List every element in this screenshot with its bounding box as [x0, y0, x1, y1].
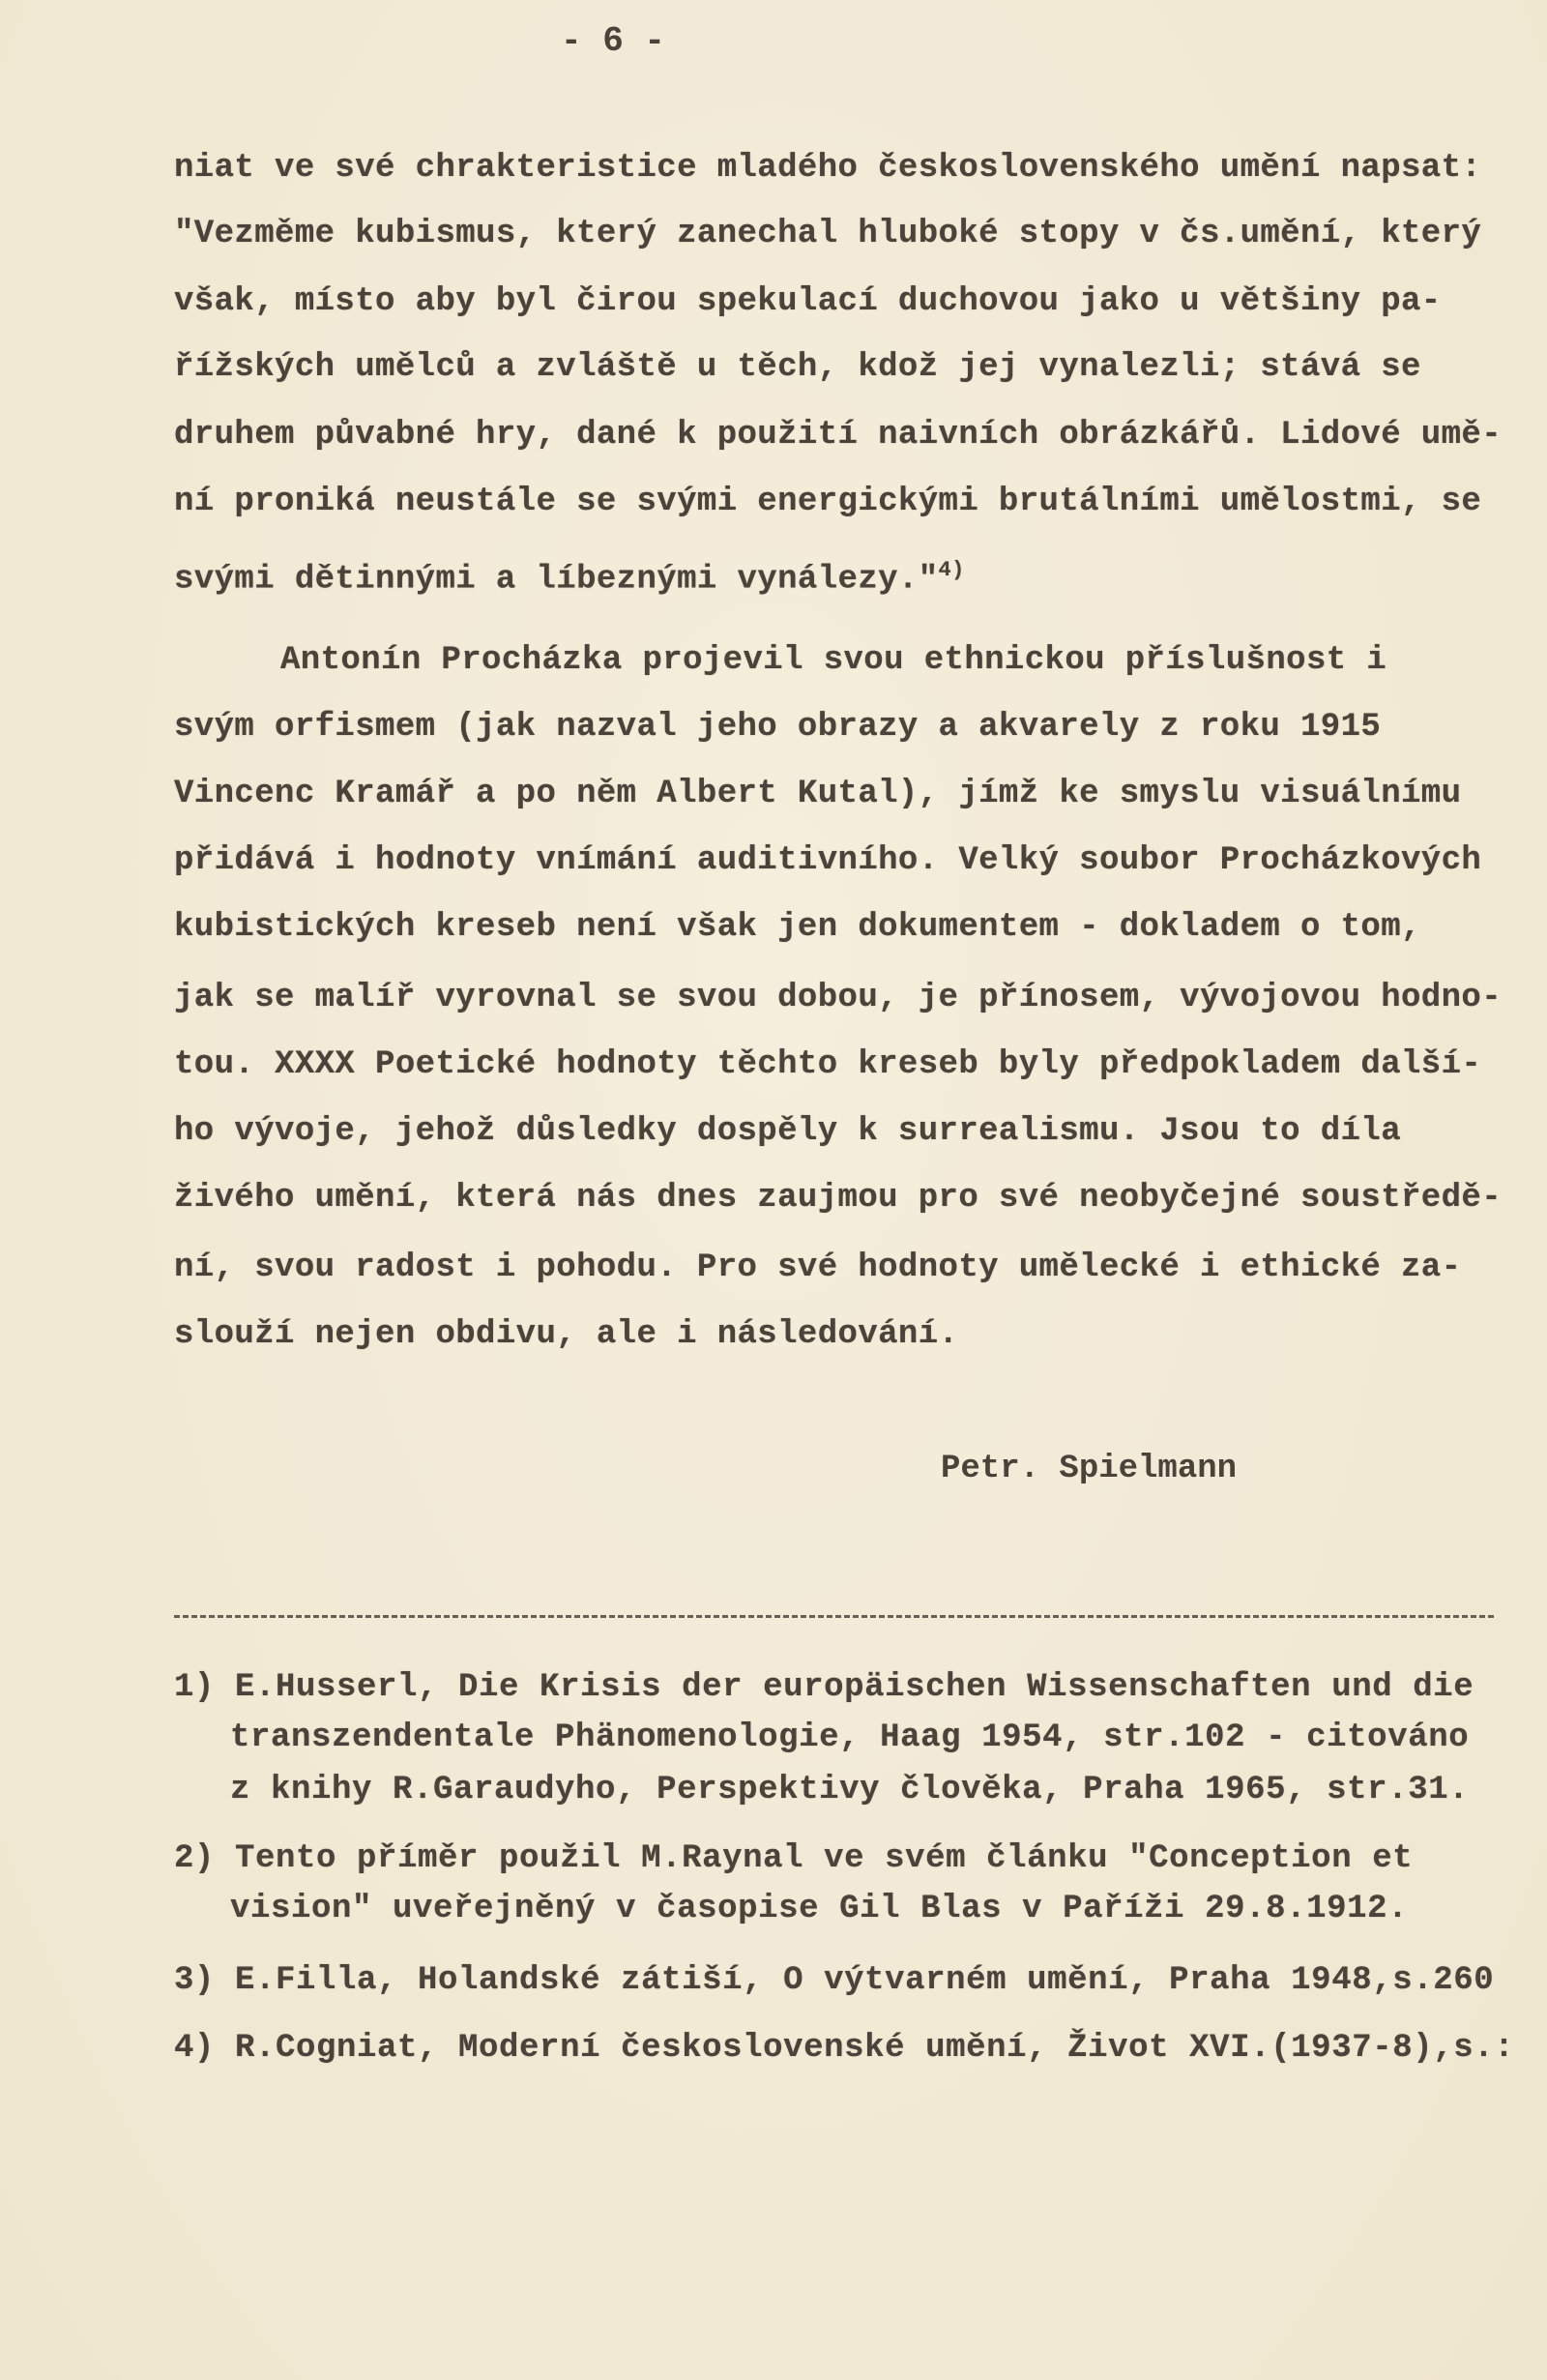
footnote-divider	[174, 1615, 1494, 1618]
footnote-line: z knihy R.Garaudyho, Perspektivy člověka, Praha 1965, str.31.	[230, 1772, 1470, 1808]
footnote-line: transzendentale Phänomenologie, Haag 1954, str.102 - citováno	[230, 1719, 1470, 1756]
text-line: ní proniká neustále se svými energickými brutálními umělostmi, se	[174, 484, 1482, 520]
text-line: kubistických kreseb není však jen dokumentem - dokladem o tom,	[174, 909, 1421, 946]
footnote-line: 1) E.Husserl, Die Krisis der europäischen Wissenschaften und die	[174, 1669, 1474, 1706]
footnote-line: 4) R.Cogniat, Moderní československé umění, Život XVI.(1937-8),s.:	[174, 2030, 1515, 2067]
text-line: jak se malíř vyrovnal se svou dobou, je přínosem, vývojovou hodno-	[174, 980, 1503, 1016]
footnote-line: 3) E.Filla, Holandské zátiší, O výtvarném umění, Praha 1948,s.260	[174, 1962, 1495, 1999]
footnote-reference: 4)	[938, 558, 965, 582]
text-line: však, místo aby byl čirou spekulací duchovou jako u většiny pa-	[174, 283, 1442, 320]
author-signature: Petr. Spielmann	[941, 1451, 1238, 1487]
text-line: slouží nejen obdivu, ale i následování.	[174, 1316, 959, 1353]
text-line: niat ve své chrakteristice mladého československého umění napsat:	[174, 150, 1482, 187]
page-number: - 6 -	[561, 21, 666, 61]
text-line: živého umění, která nás dnes zaujmou pro své neobyčejné soustředě-	[174, 1180, 1503, 1217]
text-line: Antonín Procházka projevil svou ethnickou příslušnost i	[280, 642, 1387, 679]
text-line: svým orfismem (jak nazval jeho obrazy a akvarely z roku 1915	[174, 709, 1382, 746]
text-line: ní, svou radost i pohodu. Pro své hodnoty umělecké i ethické za-	[174, 1249, 1462, 1286]
text-line: druhem půvabné hry, dané k použití naivních obrázkářů. Lidové umě-	[174, 417, 1503, 454]
text-line: "Vezměme kubismus, který zanechal hluboké stopy v čs.umění, který	[174, 216, 1482, 252]
text-line: tou. XXXX Poetické hodnoty těchto kreseb byly předpokladem další-	[174, 1046, 1482, 1083]
text-line: Vincenc Kramář a po něm Albert Kutal), jímž ke smyslu visuálnímu	[174, 776, 1462, 812]
text-line: přidává i hodnoty vnímání auditivního. Velký soubor Procházkových	[174, 842, 1482, 879]
text-line	[174, 551, 965, 599]
text-line-content: svými dětinnými a líbeznými vynálezy."	[174, 561, 939, 599]
text-line: řížských umělců a zvláště u těch, kdož jej vynalezli; stává se	[174, 349, 1421, 386]
footnote-line: 2) Tento příměr použil M.Raynal ve svém článku "Conception et	[174, 1840, 1414, 1877]
footnote-line: vision" uveřejněný v časopise Gil Blas v Paříži 29.8.1912.	[230, 1891, 1409, 1927]
text-line: ho vývoje, jehož důsledky dospěly k surrealismu. Jsou to díla	[174, 1113, 1402, 1150]
